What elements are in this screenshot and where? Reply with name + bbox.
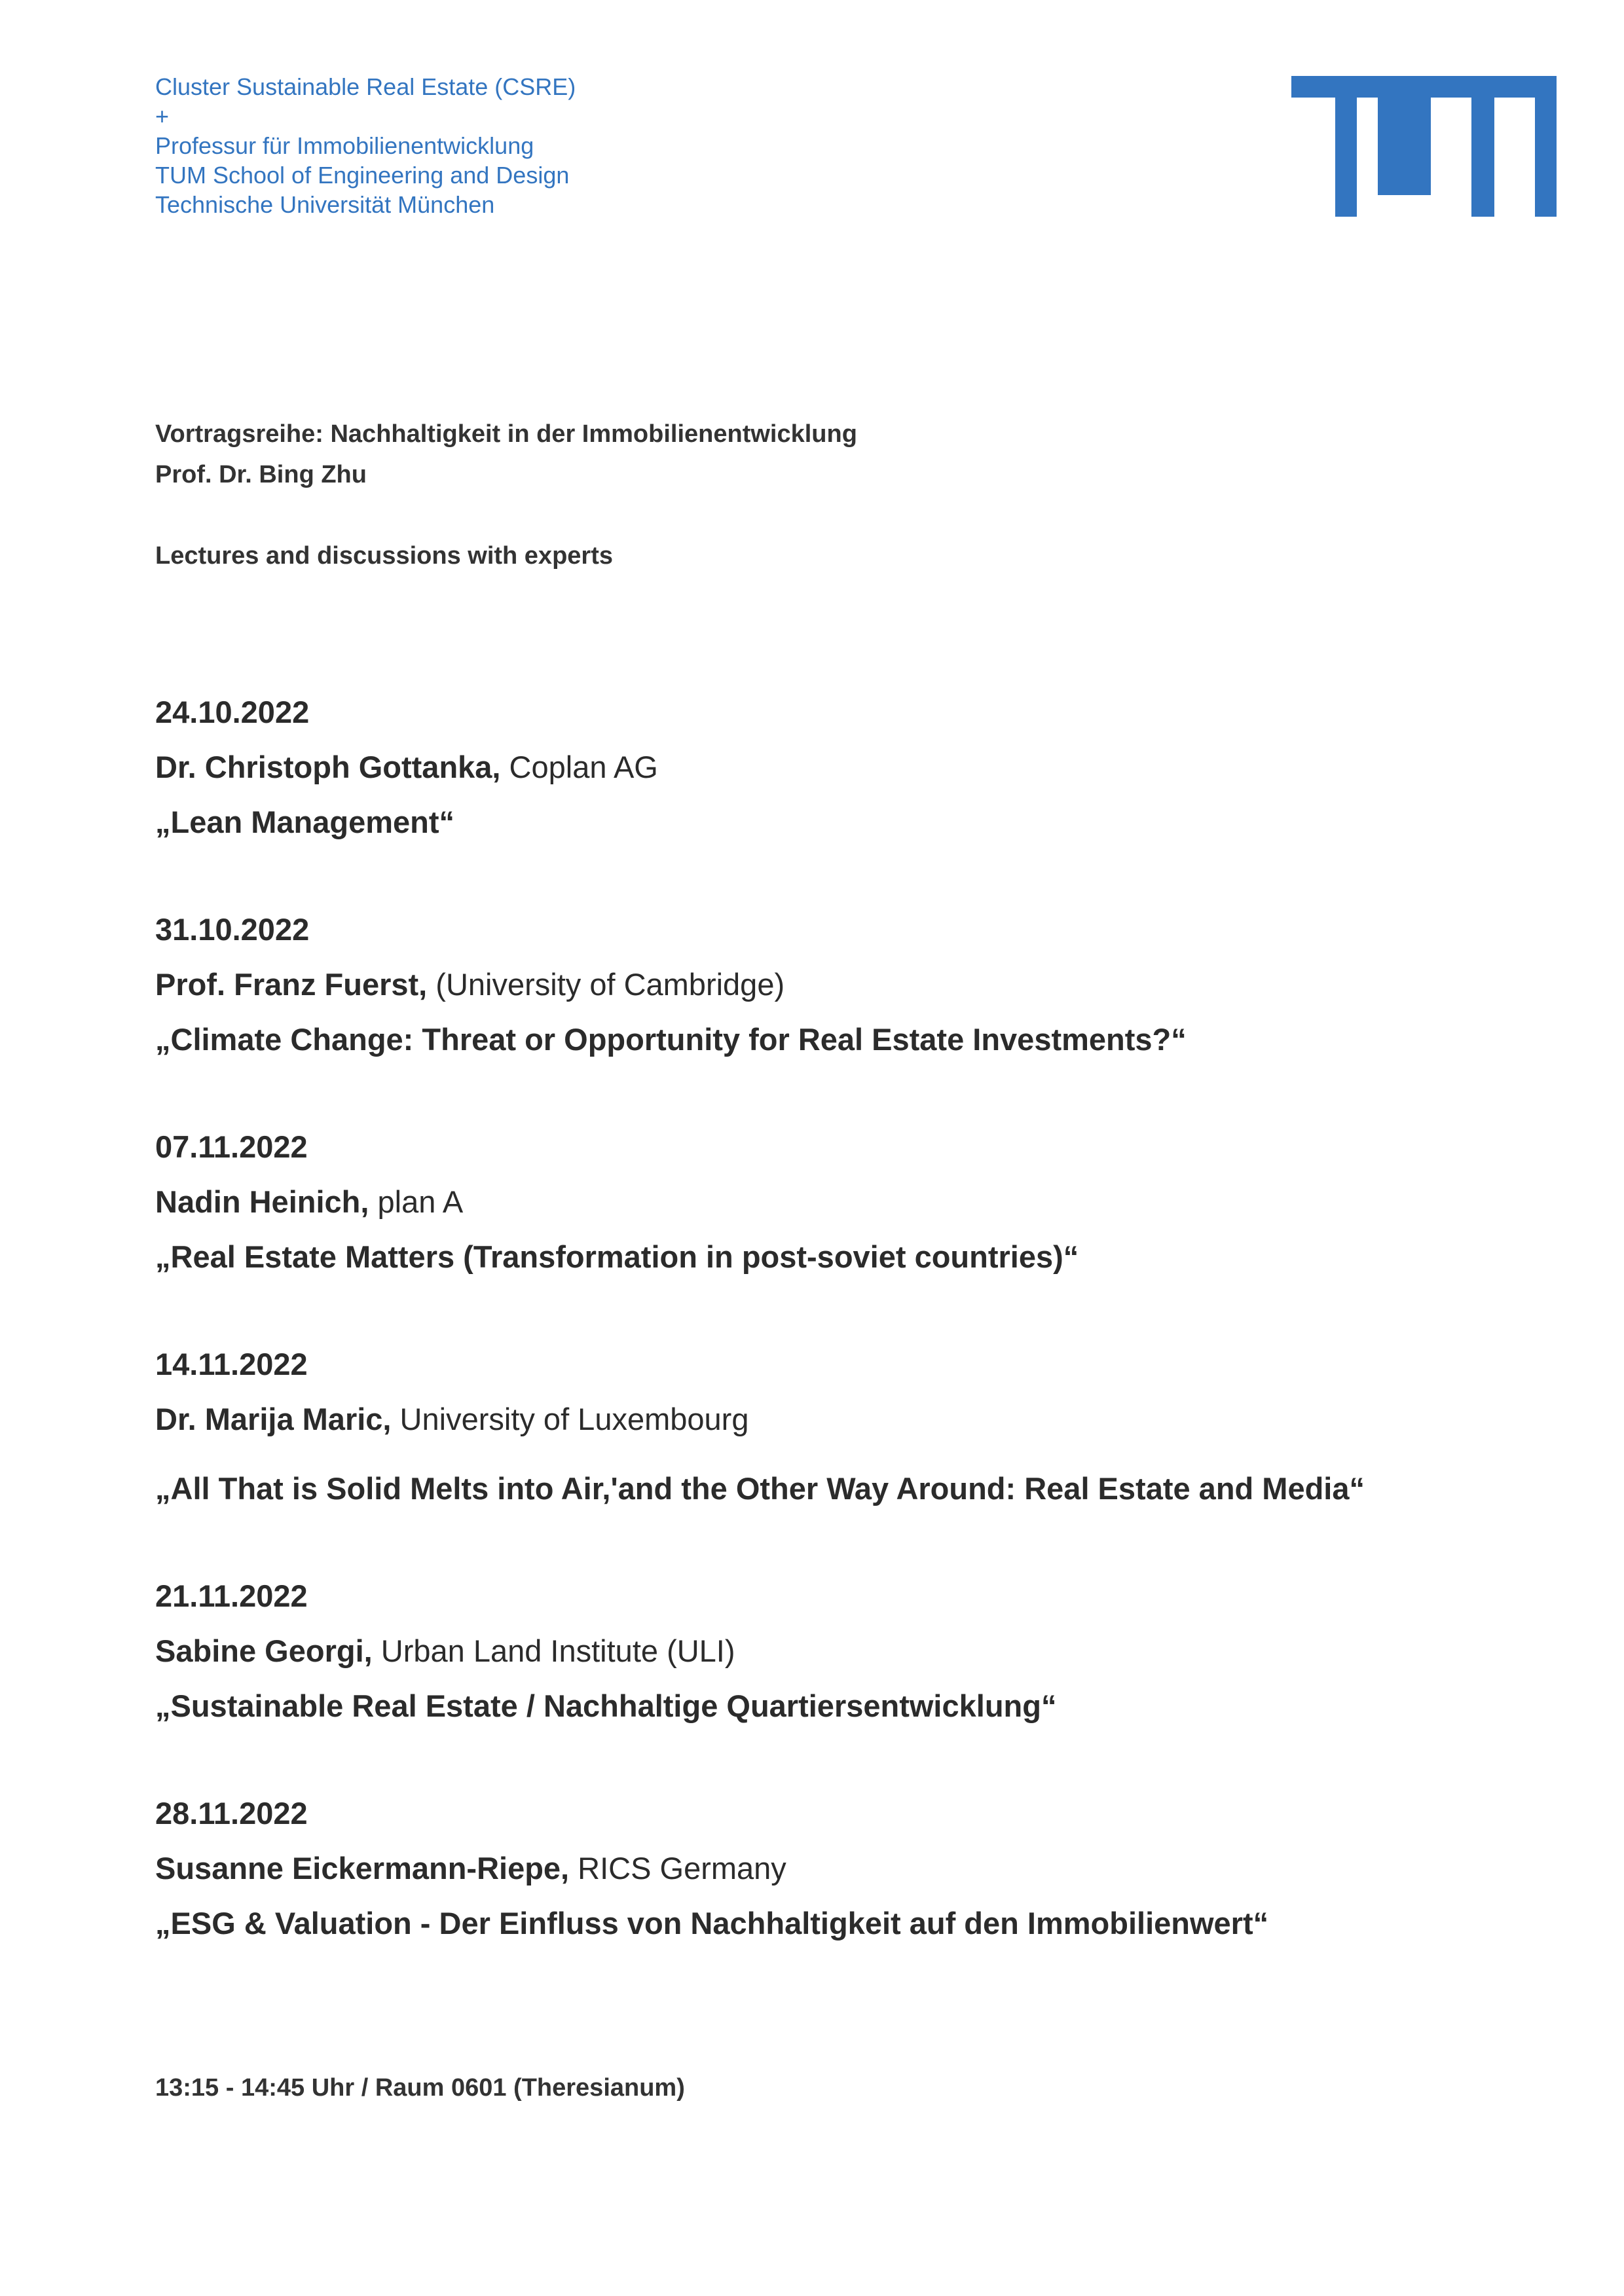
speaker-name: Susanne Eickermann-Riepe,	[155, 1851, 570, 1886]
lecture-speaker-line	[155, 1633, 735, 1669]
header-line-cluster: Cluster Sustainable Real Estate (CSRE)	[155, 73, 576, 100]
lecture-title: „All That is Solid Melts into Air,'and the Other Way Around: Real Estate and Media“	[155, 1471, 1365, 1506]
speaker-name: Dr. Marija Maric,	[155, 1402, 392, 1436]
series-professor: Prof. Dr. Bing Zhu	[155, 461, 367, 488]
lecture-title: „Sustainable Real Estate / Nachhaltige Quartiersentwicklung“	[155, 1688, 1057, 1723]
institution-header	[155, 72, 576, 219]
lecture-date: 31.10.2022	[155, 912, 310, 947]
lecture-title: „Real Estate Matters (Transformation in post-soviet countries)“	[155, 1239, 1079, 1274]
header-line-school: TUM School of Engineering and Design	[155, 162, 570, 189]
speaker-name: Dr. Christoph Gottanka,	[155, 750, 501, 784]
lecture-speaker-line	[155, 966, 784, 1003]
series-title: Vortragsreihe: Nachhaltigkeit in der Immobilienentwicklung	[155, 420, 857, 448]
lecture-date: 21.11.2022	[155, 1578, 308, 1613]
series-intro	[155, 414, 857, 576]
speaker-affiliation: University of Luxembourg	[391, 1402, 749, 1436]
lecture-date: 14.11.2022	[155, 1347, 308, 1381]
speaker-affiliation: plan A	[369, 1184, 464, 1219]
lecture-speaker-line	[155, 1401, 748, 1438]
lecture-date: 07.11.2022	[155, 1129, 308, 1164]
speaker-name: Nadin Heinich,	[155, 1184, 369, 1219]
lecture-speaker-line	[155, 1184, 463, 1220]
header-line-professorship: Professur für Immobilienentwicklung	[155, 132, 534, 159]
header-line-university: Technische Universität München	[155, 191, 495, 218]
lecture-title: „ESG & Valuation - Der Einfluss von Nachhaltigkeit auf den Immobilienwert“	[155, 1906, 1269, 1941]
lecture-title: „Climate Change: Threat or Opportunity for Real Estate Investments?“	[155, 1022, 1187, 1057]
lecture-date: 28.11.2022	[155, 1796, 308, 1831]
lecture-speaker-line	[155, 1850, 786, 1887]
lecture-speaker-line	[155, 749, 658, 786]
speaker-affiliation: Coplan AG	[500, 750, 658, 784]
speaker-affiliation: (University of Cambridge)	[427, 967, 785, 1002]
speaker-affiliation: RICS Germany	[569, 1851, 786, 1886]
speaker-name: Sabine Georgi,	[155, 1633, 373, 1668]
time-and-room: 13:15 - 14:45 Uhr / Raum 0601 (Theresianum)	[155, 2074, 685, 2102]
speaker-name: Prof. Franz Fuerst,	[155, 967, 428, 1002]
speaker-affiliation: Urban Land Institute (ULI)	[372, 1633, 735, 1668]
series-subtitle: Lectures and discussions with experts	[155, 542, 613, 570]
lecture-title: „Lean Management“	[155, 805, 455, 839]
header-line-plus: +	[155, 103, 170, 130]
lecture-date: 24.10.2022	[155, 695, 310, 729]
tum-logo	[1291, 76, 1557, 217]
